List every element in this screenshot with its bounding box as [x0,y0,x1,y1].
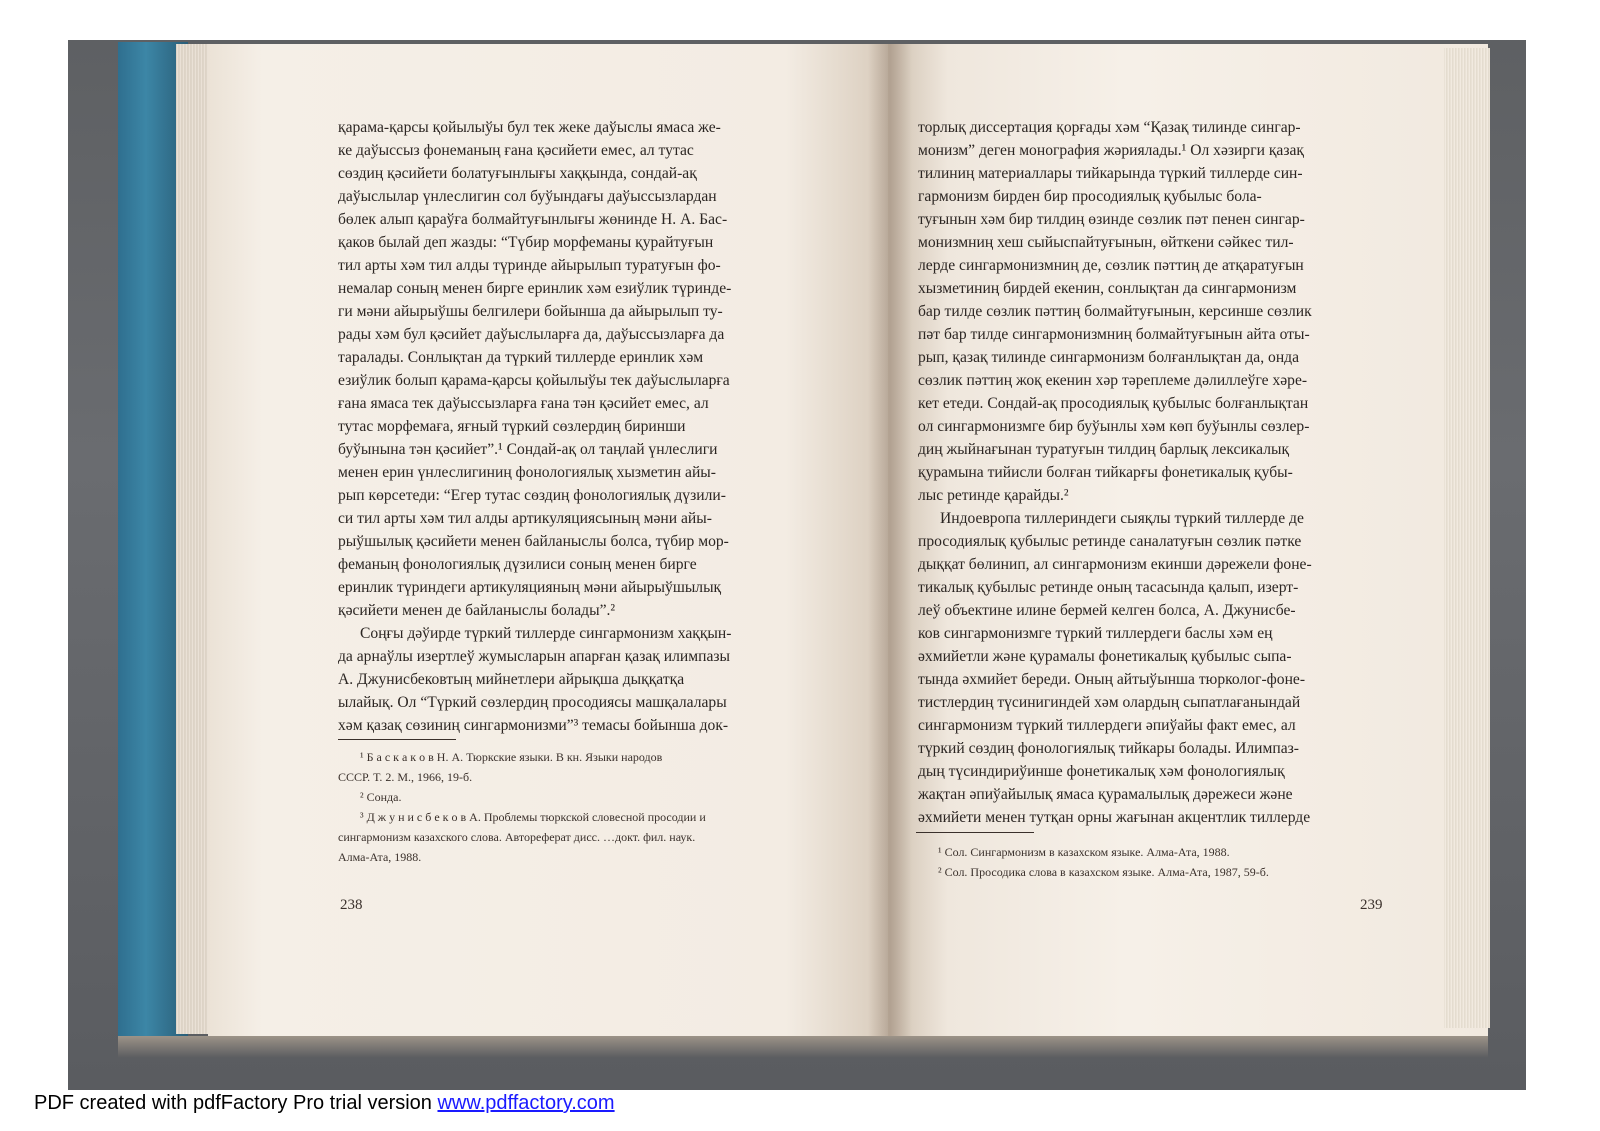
text-line: Индоевропа тиллериндеги сыяқлы түркий тиллерде де [940,510,1304,527]
pdffactory-link[interactable]: www.pdffactory.com [437,1092,615,1114]
text-line: әхмийетли және қурамалы фонетикалық қубылыс сыпа- [918,648,1292,665]
footnote-line: сингармонизм казахского слова. Автореферат дисс. …докт. фил. наук. [338,830,696,844]
text-line: қаков былай деп жазды: “Түбир морфеманы қурайтуғын [338,234,714,251]
text-line: ке даўыссыз фонеманың ғана қәсийети емес, ал тутас [338,142,694,159]
footnote-line: ² Сол. Просодика слова в казахском языке. Алма-Ата, 1987, 59-б. [938,865,1269,879]
footnote-divider [916,832,1034,833]
book-spine-shadow [868,44,912,1036]
text-line: просодиялық қубылыс ретинде саналатуғын сөзлик пәтке [918,533,1302,550]
text-line: А. Джунисбековтың мийнетлери айрықша дыққатқа [338,671,685,688]
text-line: рып көрсетеди: “Егер тутас сөздиң фонологиялық дүзили- [338,487,726,504]
text-line: бар тилде сөзлик пәттиң болмайтуғынын, керсинше сөзлик [918,303,1312,320]
footnote-line: ¹ Б а с к а к о в Н. А. Тюркские языки. В кн. Языки народов [360,750,663,764]
text-line: тил арты хәм тил алды түринде айырылып туратуғын фо- [338,257,721,274]
text-line: рыўшылық қәсийети менен байланыслы болса, түбир мор- [338,533,729,550]
text-line: кет етеди. Сондай-ақ просодиялық қубылыс болғанлықтан [918,395,1309,412]
footnote-line: ² Сонда. [360,790,402,804]
text-line: феманың фонологиялық дүзилиси соның менен бирге [338,556,697,573]
text-line: рып, қазақ тилинде сингармонизм болғанлықтан да, онда [918,349,1300,366]
text-line: қурамына тийисли болған тийкарғы фонетикалық қубы- [918,464,1293,481]
text-line: түркий сөздиң фонологиялық тийкары болады. Илимпаз- [918,740,1300,757]
text-line: монизмниң хеш сыйыспайтуғынын, өйткени сәйкес тил- [918,234,1294,251]
text-line: диң жыйнағынан туратуғын тилдиң барлық лексикалық [918,441,1290,458]
text-line: торлық диссертация қорғады хәм “Қазақ тилинде сингар- [918,119,1301,136]
footnote-divider [338,739,456,740]
text-line: жақтан әпиўайылық ямаса қурамалылық дәрежеси және [918,786,1293,803]
text-line: дыққат бөлинип, ал сингармонизм екинши дәрежели фоне- [918,556,1312,573]
footnote-line: ¹ Сол. Сингармонизм в казахском языке. Алма-Ата, 1988. [938,845,1230,859]
left-footnotes [338,747,828,867]
text-line: леў объектине илине бермей келген болса, А. Джунисбе- [918,602,1296,619]
text-line: Соңғы дәўирде түркий тиллерде сингармонизм хаққын- [360,625,732,642]
right-footnotes [916,842,1386,882]
text-line: монизм” деген монография жәриялады.¹ Ол хәзирги қазақ [918,142,1304,159]
text-line: тында әхмийет береди. Оның айтыўынша тюрколог-фоне- [918,671,1306,688]
text-line: пәт бар тилде сингармонизмниң болмайтуғынын айта оты- [918,326,1310,343]
footnote-line: Алма-Ата, 1988. [338,850,422,864]
right-page [888,44,1488,1036]
text-line: сөздиң қәсийети болатуғынлығы хаққында, сондай-ақ [338,165,697,182]
text-line: сингармонизм түркий тиллердеги әпиўайы факт емес, ал [918,717,1296,734]
scanned-book-image [68,40,1526,1090]
footnote-line: ³ Д ж у н и с б е к о в А. Проблемы тюркской словесной просодии и [360,810,706,824]
text-line: даўыслылар үнлеслигин сол буўындағы даўыссызлардан [338,188,717,205]
text-line: еринлик түриндеги артикуляцияның мәни айырыўшылық [338,579,722,596]
text-line: си тил арты хәм тил алды артикуляциясының мәни айы- [338,510,712,527]
text-line: тистлердиң түсинигиндей хәм олардың сыпатлағанындай [918,694,1301,711]
page-number-right: 239 [1360,897,1383,913]
left-page-text [338,116,822,737]
text-line: езиўлик болып қарама-қарсы қойылыўы тек даўыслыларға [338,372,730,389]
pdf-footer-text: PDF created with pdfFactory Pro trial version [34,1092,438,1114]
text-line: лыс ретинде қарайды.² [918,487,1069,504]
text-line: ков сингармонизмге түркий тиллердеги баслы хәм ең [918,625,1273,642]
text-line: менен ерин үнлеслигиниң фонологиялық хызметин айы- [338,464,716,481]
right-page-stack [1444,48,1490,1028]
text-line: ги мәни айырыўшы белгилери бойынша да айырылып ту- [338,303,723,320]
text-line: қарама-қарсы қойылыўы бул тек жеке даўыслы ямаса же- [338,119,721,136]
text-line: гармонизм бирден бир просодиялық қубылыс бола- [918,188,1262,205]
text-line: рады хәм бул қәсийет даўыслыларға да, даўыссызларға да [338,326,725,343]
text-line: лерде сингармонизмниң де, сөзлик пәттиң де атқаратуғын [918,257,1304,274]
text-line: әхмийети менен тутқан орны жағынан акцентлик тиллерде [918,809,1311,826]
pdf-footer [34,1092,615,1115]
text-line: тикалық қубылыс ретинде оның тасасында қалып, изерт- [918,579,1299,596]
text-line: немалар соның менен бирге еринлик хәм езиўлик түринде- [338,280,732,297]
text-line: буўынына тән қәсийет”.¹ Сондай-ақ ол таңлай үнлеслиги [338,441,718,458]
text-line: хәм қазақ сөзиниң сингармонизми”³ темасы бойынша док- [338,717,729,734]
page-number-left: 238 [340,897,363,913]
book-bottom-edge [118,1036,1488,1058]
text-line: дың түсиндириўинше фонетикалық хәм фонологиялық [918,763,1285,780]
text-line: ол сингармонизмге бир буўынлы хәм көп буўынлы сөзлер- [918,418,1310,435]
text-line: таралады. Сонлықтан да түркий тиллерде еринлик хәм [338,349,704,366]
text-line: ғана ямаса тек даўыссызларға ғана тән қәсийет емес, ал [338,395,709,412]
text-line: хызметиниң бирдей екенин, сонлықтан да сингармонизм [918,280,1297,297]
text-line: да арнаўлы изертлеў жумысларын апарған қазақ илимпазы [338,648,731,665]
text-line: ылайық. Ол “Түркий сөзлердиң просодиясы машқалалары [338,694,727,711]
text-line: сөзлик пәттиң жоқ екенин хәр тәреплеме дәлиллеўге хәре- [918,372,1308,389]
right-page-text [918,116,1398,829]
text-line: тилиниң материаллары тийкарында түркий тиллерде син- [918,165,1303,182]
text-line: бөлек алып қараўға болмайтуғынлығы жөнинде Н. А. Бас- [338,211,728,228]
text-line: туғынын хәм бир тилдиң өзинде сөзлик пәт пенен сингар- [918,211,1305,228]
text-line: тутас морфемаға, яғный түркий сөзлердиң биринши [338,418,686,435]
text-line: қәсийети менен де байланыслы болады”.² [338,602,616,619]
left-page [208,44,888,1036]
footnote-line: СССР. Т. 2. М., 1966, 19-б. [338,770,473,784]
